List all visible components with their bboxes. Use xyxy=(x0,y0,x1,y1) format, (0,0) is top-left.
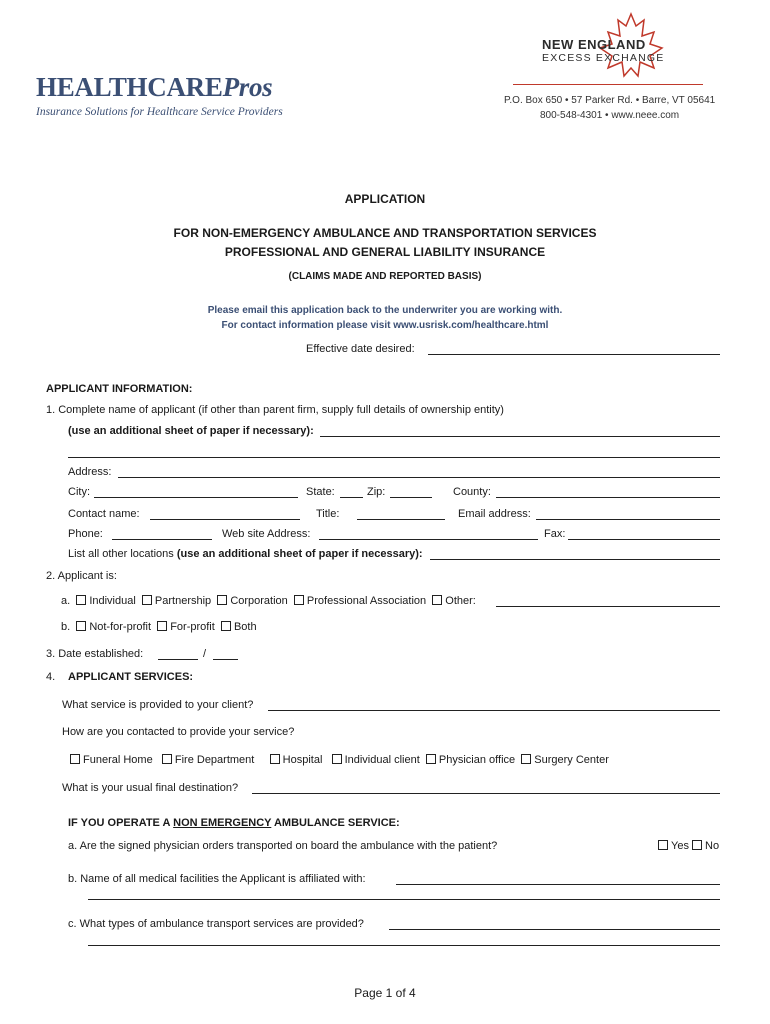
date-established-month[interactable] xyxy=(158,659,198,660)
notice-line1: Please email this application back to the underwriter you are working with. xyxy=(207,305,563,316)
destination-question: What is your usual final destination? xyxy=(62,782,239,794)
date-separator: / xyxy=(203,648,207,660)
applicant-name-field-2[interactable] xyxy=(68,457,720,458)
other-locations-field[interactable] xyxy=(430,559,720,560)
state-label: State: xyxy=(306,486,335,498)
q2b-row: b. Not-for-profit For-profit Both xyxy=(61,621,257,633)
checkbox-individual-client[interactable]: Individual client xyxy=(332,754,420,766)
contact-options-row xyxy=(70,754,609,766)
title-basis: (CLAIMS MADE AND REPORTED BASIS) xyxy=(288,271,482,282)
page-number: Page 1 of 4 xyxy=(354,986,416,1000)
applicant-info-heading: APPLICANT INFORMATION: xyxy=(46,383,193,395)
checkbox-corporation[interactable]: Corporation xyxy=(217,595,287,607)
service-question: What service is provided to your client? xyxy=(62,699,254,711)
checkbox-surgery-center[interactable]: Surgery Center xyxy=(521,754,609,766)
question-a: a. Are the signed physician orders transported on board the ambulance with the patient? xyxy=(68,840,498,852)
transport-types-field-2[interactable] xyxy=(88,945,720,946)
county-label: County: xyxy=(453,486,491,498)
checkbox-both[interactable]: Both xyxy=(221,621,257,633)
fax-field[interactable] xyxy=(568,539,720,540)
title-label: Title: xyxy=(316,508,340,520)
checkbox-no[interactable]: No xyxy=(692,840,719,852)
q1-label: 1. Complete name of applicant (if other than parent firm, supply full details of ownership entity) xyxy=(46,404,504,416)
fax-label: Fax: xyxy=(544,528,566,540)
neee-contact: 800-548-4301 • www.neee.com xyxy=(540,110,680,121)
contacted-question: How are you contacted to provide your service? xyxy=(62,726,295,738)
other-type-field[interactable] xyxy=(496,606,720,607)
website-field[interactable] xyxy=(319,539,538,540)
q1-sub-label: (use an additional sheet of paper if necessary): xyxy=(68,425,314,437)
q2a-row: a. Individual Partnership Corporation Professional Association Other: xyxy=(61,595,476,607)
date-established-year[interactable] xyxy=(213,659,238,660)
healthcarepros-tagline: Insurance Solutions for Healthcare Service Providers xyxy=(36,106,283,118)
checkbox-physician-office[interactable]: Physician office xyxy=(426,754,515,766)
notice-line2: For contact information please visit www.usrisk.com/healthcare.html xyxy=(221,320,549,331)
q3-label: 3. Date established: xyxy=(46,648,144,660)
affiliated-facilities-field[interactable] xyxy=(396,884,720,885)
website-label: Web site Address: xyxy=(222,528,311,540)
neee-subname: EXCESS EXCHANGE xyxy=(542,52,665,64)
title-line1: FOR NON-EMERGENCY AMBULANCE AND TRANSPORTATION SERVICES xyxy=(173,226,597,240)
title-application: APPLICATION xyxy=(344,192,426,206)
zip-field[interactable] xyxy=(390,497,432,498)
neee-name: NEW ENGLAND xyxy=(542,37,646,52)
healthcarepros-logo: HEALTHCAREPros xyxy=(36,72,273,102)
checkbox-professional-association[interactable]: Professional Association xyxy=(294,595,426,607)
service-field[interactable] xyxy=(268,710,720,711)
email-label: Email address: xyxy=(458,508,531,520)
question-c: c. What types of ambulance transport services are provided? xyxy=(68,918,364,930)
checkbox-other[interactable]: Other: xyxy=(432,595,476,607)
checkbox-not-for-profit[interactable]: Not-for-profit xyxy=(76,621,151,633)
address-field[interactable] xyxy=(118,477,720,478)
checkbox-fire-department[interactable]: Fire Department xyxy=(162,754,254,766)
address-label: Address: xyxy=(68,466,112,478)
email-field[interactable] xyxy=(536,519,720,520)
city-field[interactable] xyxy=(94,497,298,498)
state-field[interactable] xyxy=(340,497,363,498)
contact-name-label: Contact name: xyxy=(68,508,140,520)
neee-address: P.O. Box 650 • 57 Parker Rd. • Barre, VT 05641 xyxy=(504,95,716,106)
contact-name-field[interactable] xyxy=(150,519,300,520)
checkbox-funeral-home[interactable]: Funeral Home xyxy=(70,754,153,766)
transport-types-field[interactable] xyxy=(389,929,720,930)
affiliated-facilities-field-2[interactable] xyxy=(88,899,720,900)
yes-no-row xyxy=(658,840,719,852)
destination-field[interactable] xyxy=(252,793,720,794)
effective-date-field[interactable] xyxy=(428,354,720,355)
non-emergency-heading: IF YOU OPERATE A NON EMERGENCY AMBULANCE SERVICE: xyxy=(68,817,400,829)
title-field[interactable] xyxy=(357,519,445,520)
other-locations-label: List all other locations (use an additional sheet of paper if necessary): xyxy=(68,548,423,560)
checkbox-yes[interactable]: Yes xyxy=(658,840,689,852)
question-b: b. Name of all medical facilities the Applicant is affiliated with: xyxy=(68,873,366,885)
zip-label: Zip: xyxy=(367,486,386,498)
title-line2: PROFESSIONAL AND GENERAL LIABILITY INSURANCE xyxy=(224,245,546,259)
phone-field[interactable] xyxy=(112,539,212,540)
checkbox-partnership[interactable]: Partnership xyxy=(142,595,211,607)
checkbox-individual[interactable]: Individual xyxy=(76,595,135,607)
checkbox-hospital[interactable]: Hospital xyxy=(270,754,323,766)
q4-heading: APPLICANT SERVICES: xyxy=(68,671,194,683)
county-field[interactable] xyxy=(496,497,720,498)
applicant-name-field[interactable] xyxy=(320,436,720,437)
phone-label: Phone: xyxy=(68,528,103,540)
q2-label: 2. Applicant is: xyxy=(46,570,117,582)
city-label: City: xyxy=(68,486,90,498)
checkbox-for-profit[interactable]: For-profit xyxy=(157,621,215,633)
effective-date-label: Effective date desired: xyxy=(306,343,415,355)
q4-number: 4. xyxy=(46,671,56,683)
neee-divider xyxy=(513,84,703,85)
